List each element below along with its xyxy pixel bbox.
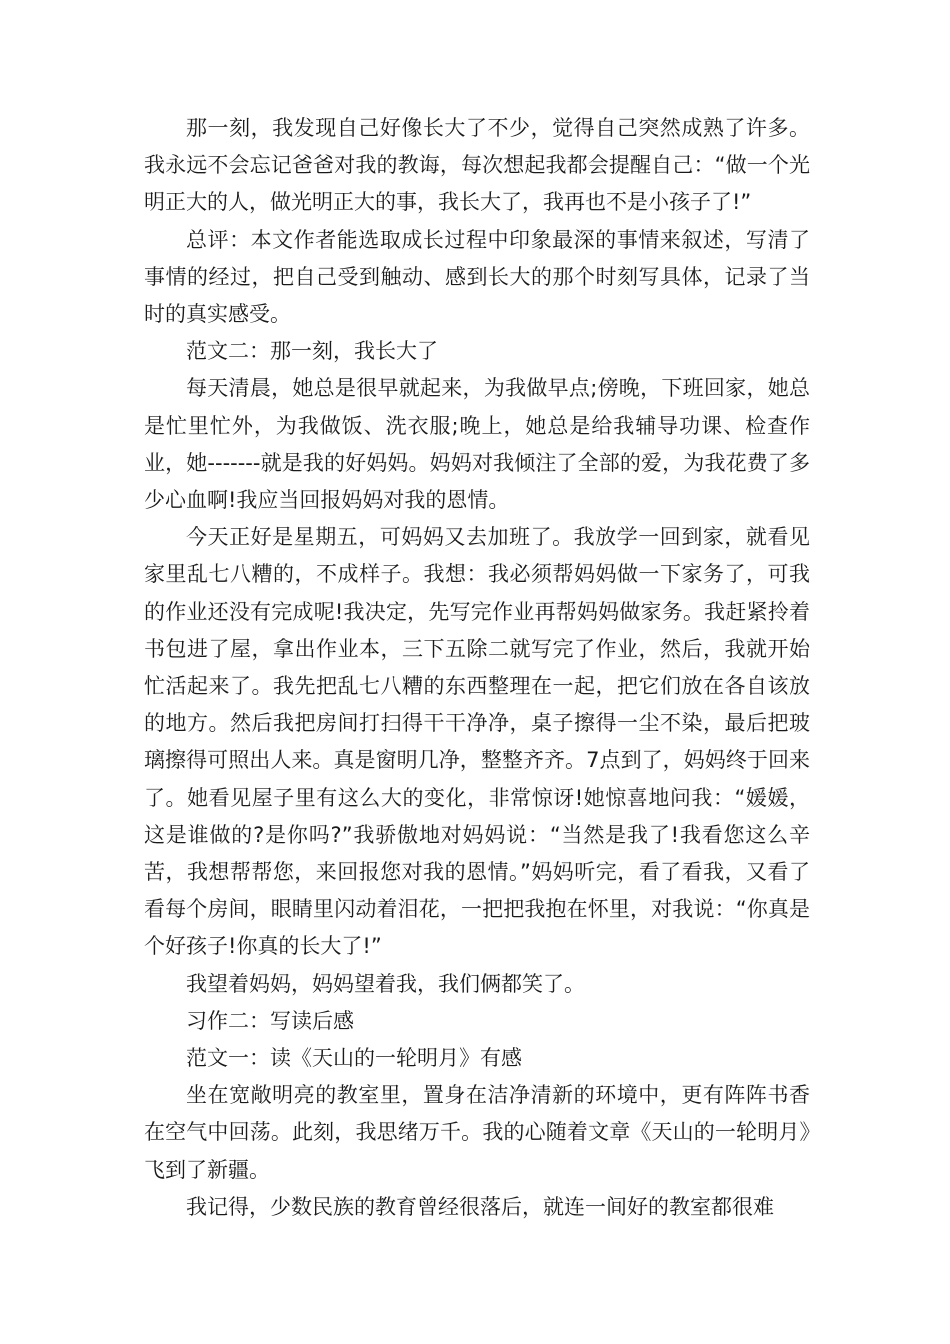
paragraph-overall-comment: 总评：本文作者能选取成长过程中印象最深的事情来叙述，写清了事情的经过，把自己受到触动、感到长大的那个时刻写具体，记录了当时的真实感受。 <box>144 227 810 327</box>
paragraph-friday-housework: 今天正好是星期五，可妈妈又去加班了。我放学一回到家，就看见家里乱七八糟的，不成样子。我想：我必须帮妈妈做一下家务了，可我的作业还没有完成呢!我决定，先写完作业再帮妈妈做家务。我赶紧拎着书包进了屋，拿出作业本，三下五除二就写完了作业，然后，我就开始忙活起来了。我先把乱七八糟的东西整理在一起，把它们放在各自该放的地方。然后我把房间打扫得干干净净，桌子擦得一尘不染，最后把玻璃擦得可照出人来。真是窗明几净，整整齐齐。7点到了，妈妈终于回来了。她看见屋子里有这么大的变化，非常惊讶!她惊喜地问我：“媛媛，这是谁做的?是你吗?”我骄傲地对妈妈说：“当然是我了!我看您这么辛苦，我想帮帮您，来回报您对我的恩情。”妈妈听完，看了看我，又看了看每个房间，眼睛里闪动着泪花，一把把我抱在怀里，对我说：“你真是个好孩子!你真的长大了!” <box>144 525 810 959</box>
heading-exercise-two: 习作二：写读后感 <box>186 1008 354 1033</box>
paragraph-growing-up-reflection: 那一刻，我发现自己好像长大了不少，觉得自己突然成熟了许多。我永远不会忘记爸爸对我的教诲，每次想起我都会提醒自己：“做一个光明正大的人，做光明正大的事，我长大了，我再也不是小孩子了!” <box>144 116 810 215</box>
paragraph-smiled: 我望着妈妈，妈妈望着我，我们俩都笑了。 <box>186 971 585 996</box>
paragraph-mother-daily: 每天清晨，她总是很早就起来，为我做早点;傍晚，下班回家，她总是忙里忙外，为我做饭、洗衣服;晚上，她总是给我辅导功课、检查作业，她-------就是我的好妈妈。妈妈对我倾注了全部的爱，为我花费了多少心血啊!我应当回报妈妈对我的恩情。 <box>144 376 810 513</box>
document-page <box>144 110 810 1226</box>
paragraph-classroom: 坐在宽敞明亮的教室里，置身在洁净清新的环境中，更有阵阵书香在空气中回荡。此刻，我思绪万千。我的心随着文章《天山的一轮明月》飞到了新疆。 <box>144 1083 810 1182</box>
paragraph-remember: 我记得，少数民族的教育曾经很落后，就连一间好的教室都很难 <box>186 1194 774 1219</box>
heading-model-essay-two: 范文二：那一刻，我长大了 <box>186 339 438 364</box>
heading-model-essay-one: 范文一：读《天山的一轮明月》有感 <box>186 1046 522 1071</box>
